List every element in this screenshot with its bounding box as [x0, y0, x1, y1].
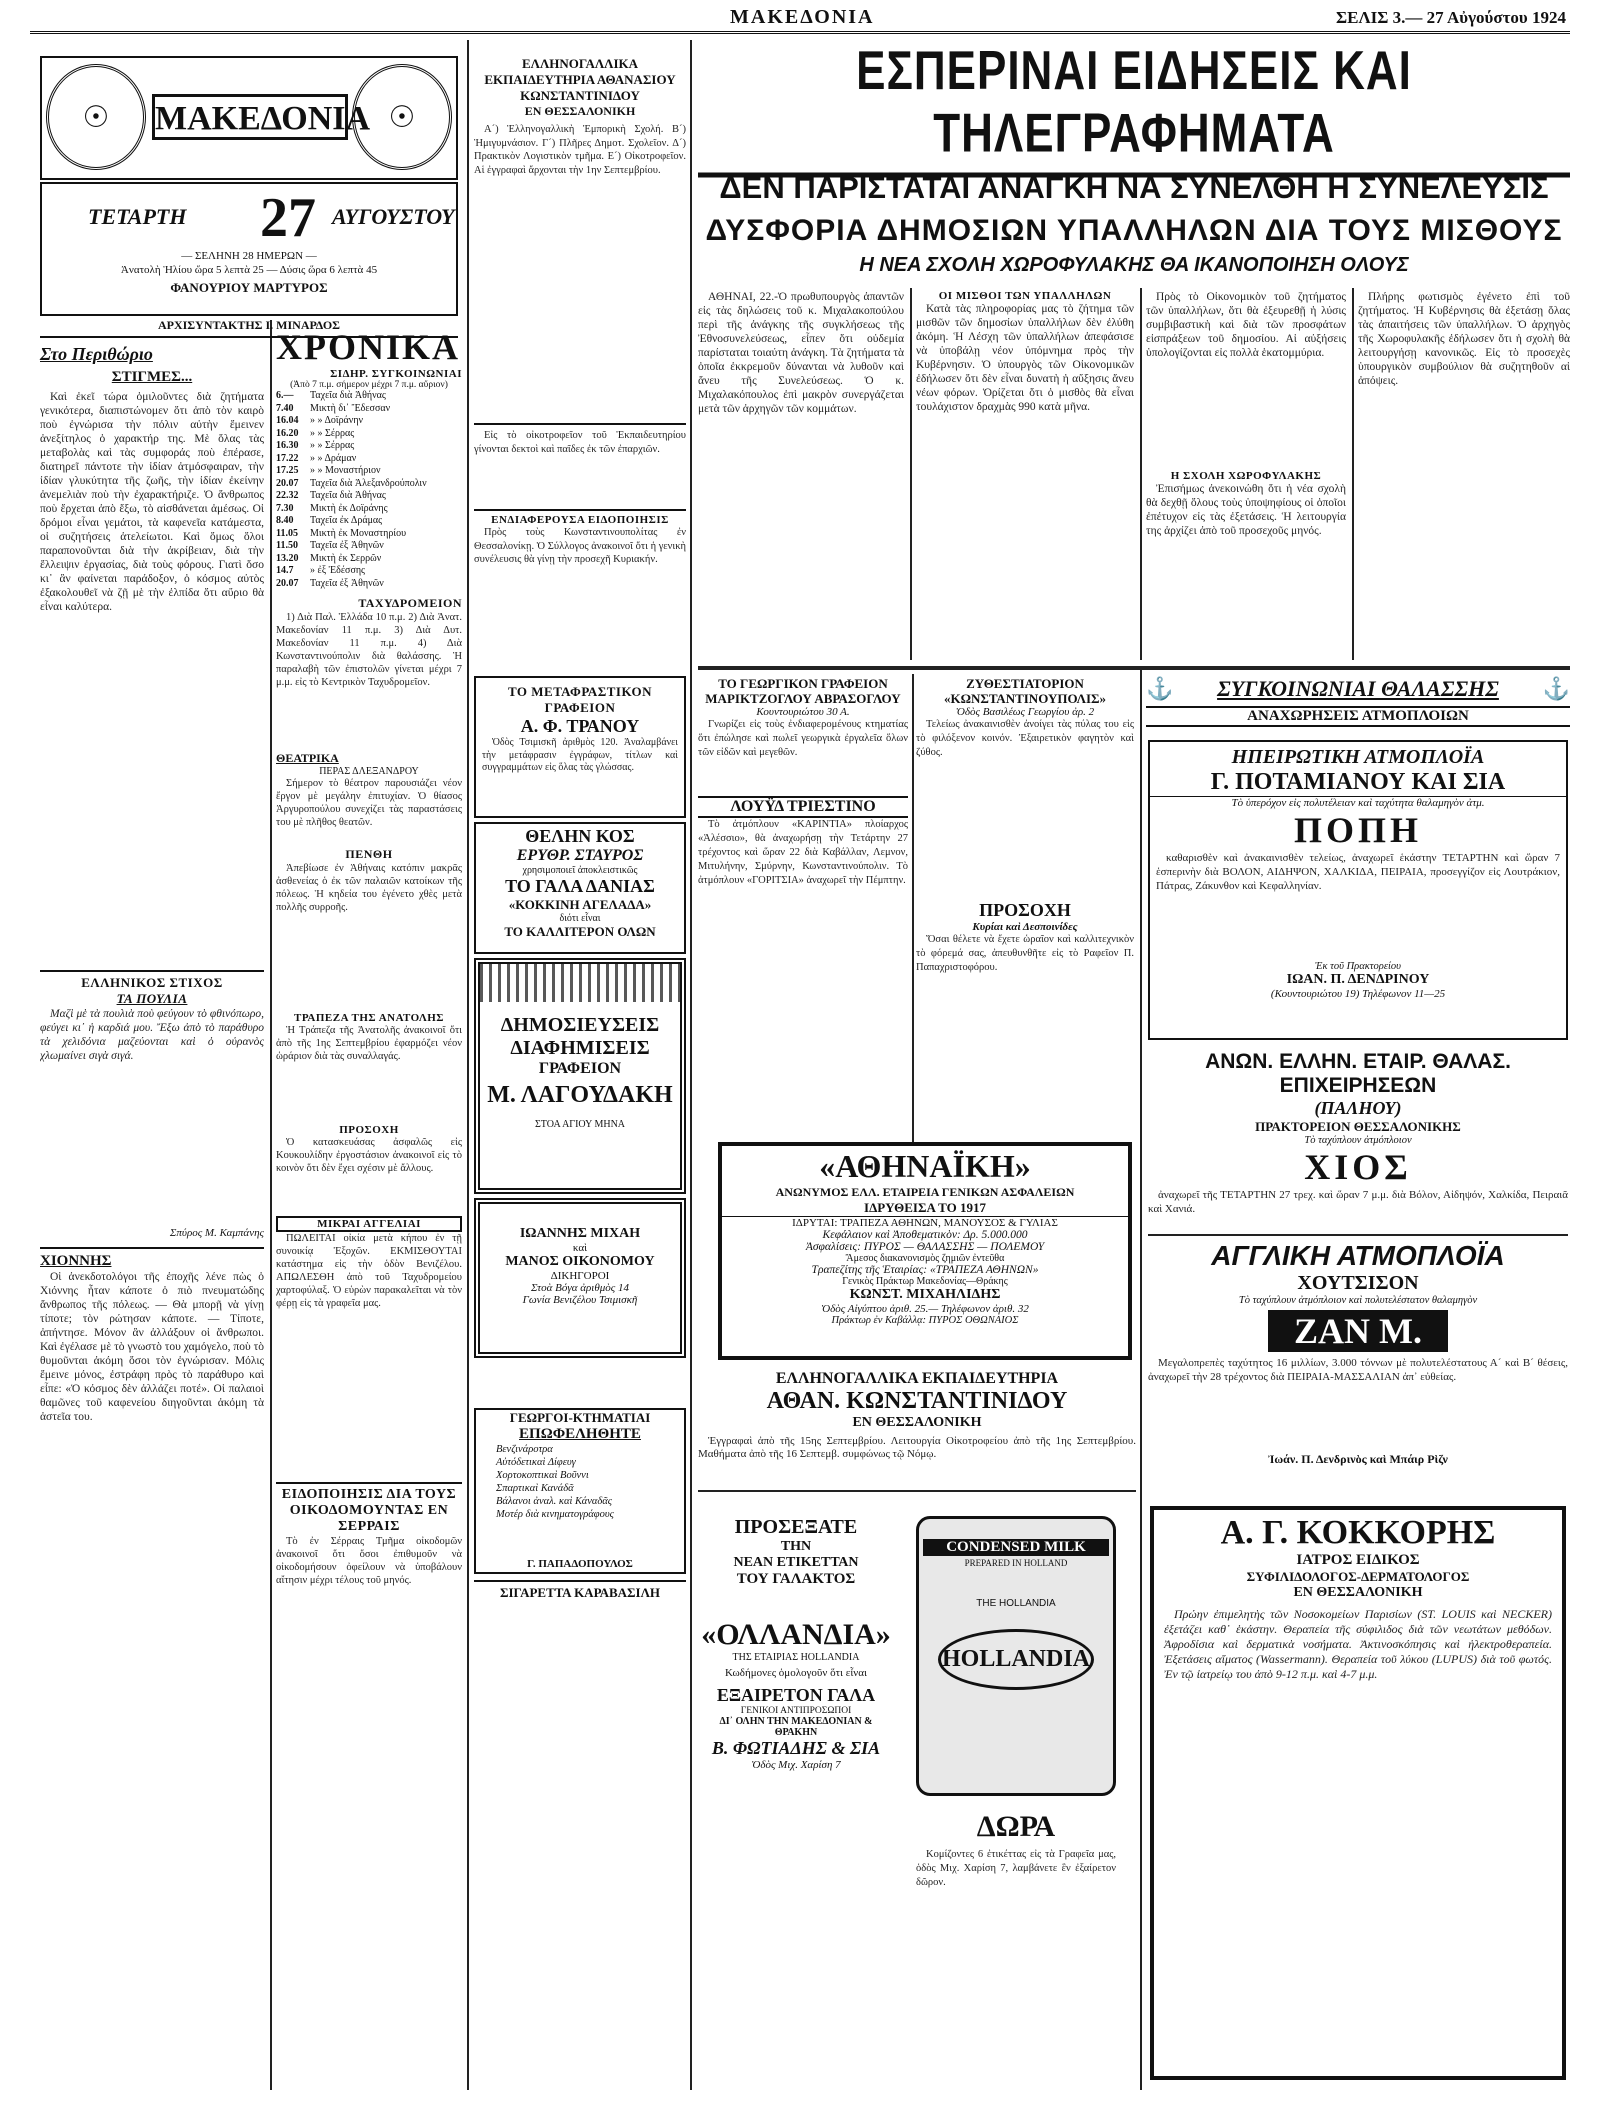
paleou-ad: [1148, 1050, 1568, 1228]
news-b-paragraph: Κατὰ τὰς πληροφορίας μας τὸ ζήτημα τῶν μισθῶν τῶν δημοσίων ὑπαλλήλων δὲν ἐλύθη ἀκόμη. Ἡ Λέσχη τῶν ὑπαλλήλων ἀπεφάσισε νὰ ὑποβάλῃ νέον ὑπόμνημα πρὸς τὴν Κυβέρνησιν. Ὁ ὑπουργὸς τῶν Οἰκονομικῶν ἐδήλωσεν ὅτι δὲν εἶναι δυνατὴ ἡ αὔξησις ἄνευ νέων φόρων. Ὁρίζεται ὅτι ὁ μισθὸς θὰ εἶναι τουλάχιστον δραχμὰς 990 κατὰ μῆνα.: [916, 303, 1134, 413]
train-row: [276, 515, 462, 528]
post-body: [276, 611, 462, 751]
farm-item: Σπαρτικαὶ Κανάδᾶ: [496, 1483, 574, 1494]
anchor-icon-right: ⚓: [1542, 676, 1570, 701]
doctor-ad: [1150, 1506, 1566, 2080]
eng-paragraph: Μεγαλοπρεπὲς ταχύτητος 16 μιλλίων, 3.000 τόννων μὲ πολυτελέστατους Α´ καὶ Β´ θέσεις, ἀναχωρεῖ τὴν 28 τρέχοντος διὰ ΠΕΙΡΑΙΑ-ΜΑΣΣΑΛΙΑΝ ἀπ᾿ εὐθείας.: [1148, 1357, 1568, 1383]
epi-body: [1150, 851, 1566, 961]
publ-line3: ΓΡΑΦΕΙΟΝ: [538, 1060, 622, 1077]
epi-addr: (Κουντουριώτου 19) Τηλέφωνον 11—25: [1270, 988, 1446, 1000]
ins-addr: Ὁδὸς Αἰγύπτου ἀριθ. 25.— Τηλέφωνον ἀριθ. 32: [821, 1303, 1029, 1315]
hollandia-l9: ΔΙ᾿ ΟΛΗΝ ΤΗΝ ΜΑΚΕΔΟΝΙΑΝ & ΘΡΑΚΗΝ: [719, 1716, 873, 1738]
train-desc: Μικτὴ ἐκ Μοναστηρίου: [310, 527, 407, 539]
rail-head: ΣΙΔΗΡ. ΣΥΓΚΟΙΝΩΝΙΑΙ: [330, 368, 462, 380]
g1-body: [698, 718, 908, 788]
restaurant-ad: [916, 676, 1134, 818]
ins-capital: Κεφάλαιον καὶ Ἀποθεματικὸν: Δρ. 5.000.000: [822, 1229, 1028, 1241]
redcross-line3: χρησιμοποιεῖ ἀποκλειστικῶς: [522, 865, 638, 876]
train-desc: » ἐξ Ἐδέσσης: [310, 565, 366, 576]
train-row: [276, 390, 462, 403]
news-c-head: Η ΣΧΟΛΗ ΧΩΡΟΦΥΛΑΚΗΣ: [1170, 470, 1322, 482]
news-lead-paragraph: ΑΘΗΝΑΙ, 22.-Ὁ πρωθυπουργὸς ἀπαντῶν εἰς τὰς δηλώσεις τοῦ κ. Μιχαλακοπούλου περὶ τῆς ἀνάγκης τῆς συγκλήσεως τῆς Ἐθνοσυνελεύσεως, εἶπεν ὅτι οὐδεμία παρίσταται τοιαύτη ἀνάγκη. Τὰ ζητήματα τὰ ὁποῖα ἐκκρεμοῦν δύνανται νὰ λυθοῦν καὶ ἄνευ τῆς Συνελεύσεως. Ὁ κ. Μιχαλακόπουλος ἐπὶ μακρὸν συνεργάζεται μετὰ τῶν ἀρχηγῶν τῶν κομμάτων.: [698, 291, 904, 415]
train-time: 7.30: [276, 502, 294, 514]
theatre-paragraph: Σήμερον τὸ θέατρον παρουσιάζει νέον ἔργον μὲ μεγάλην ἐπιτυχίαν. Ὁ θίασος Ἀργυροπούλου συνεχίζει τὰς παραστάσεις του μὲ πλῆθος θεατῶν.: [276, 778, 462, 828]
hollandia-agent: Β. ΦΩΤΙΑΔΗΣ & ΣΙΑ: [711, 1738, 881, 1758]
small-ads-paragraph: ΠΩΛΕΙΤΑΙ οἰκία μετὰ κήπου ἐν τῇ συνοικίᾳ Ἐξοχῶν. ΕΚΜΙΣΘΟΥΤΑΙ κατάστημα εἰς τὴν ὁδὸν Βενιζέλου. ΑΠΩΛΕΣΘΗ ἀπὸ τοῦ Ταχυδρομείου χαρτοφύλαξ. Ὁ εὑρὼν παρακαλεῖται νὰ τὸν φέρῃ εἰς τὰ γραφεῖα μας.: [276, 1233, 462, 1309]
geo-office-ad: [698, 676, 908, 788]
train-row: [276, 565, 462, 578]
g2-paragraph: Τελείως ἀνακαινισθὲν ἀνοίγει τὰς πύλας του εἰς τὸ φιλόξενον κοινόν. Ἐξαιρετικὸν φαγητὸν καὶ ζύθος.: [916, 719, 1134, 758]
header-paper-name: ΜΑΚΕΔΟΝΙΑ: [730, 6, 875, 28]
serres-paragraph: Τὸ ἐν Σέρραις Τμῆμα οἰκοδομῶν ἀνακοινοῖ ὅτι ὅσοι ἐπιθυμοῦν νὰ οἰκοδομήσουν ὀφείλουν νὰ ὑποβάλουν αἴτησιν μέχρι τέλους τοῦ μηνός.: [276, 1536, 462, 1586]
date-month: ΑΥΓΟΥΣΤΟΥ: [332, 204, 455, 229]
can-label4: THE HOLLANDIA: [976, 1598, 1056, 1609]
g2-title: ΖΥΘΕΣΤΙΑΤΟΡΙΟΝ «ΚΩΝΣΤΑΝΤΙΝΟΥΠΟΛΙΣ»: [943, 676, 1107, 706]
hollandia-l5: ΤΗΣ ΕΤΑΙΡΙΑΣ HOLLANDIA: [732, 1652, 860, 1663]
article-paragraph: Καὶ ἐκεῖ τώρα ὁμιλοῦντες διὰ ζητήματα γενικότερα, διαπιστώνομεν ὅτι ἀπὸ τὸν καιρὸ ποὺ ἐγνώρισα τὴν πόλιν αὐτὴν ἔμεινεν ἀνεξίτηλος ὁ χαρακτήρ της. Μὲ ὅλας τὰς μεταβολὰς καὶ τὰς συμφοράς ποὺ ἐπέρασε, διατηρεῖ πάντοτε τὴν ἰδίαν ἀτμόσφαιραν, τὴν ἰδίαν γλυκύτητα τῆς ζωῆς, τὴν ἰδίαν ἐκείνην ἀνεμελιὰν ποὺ τὴν ἐχαρακτήριζε. Ὁ ἄνθρωπος ποὺ ἔρχεται ἀπὸ ἔξω, τὸ αἰσθάνεται ἀμέσως. Οἱ δρόμοι εἶναι γεμάτοι, τὰ καφενεῖα κατάμεστα, οἱ συζητήσεις ἀτελείωτοι. Καὶ ὅμως ὅλοι παραπονοῦνται διὰ τὴν ἀκρίβειαν, διὰ τὴν ἔλλειψιν ἐργασίας, διὰ τοὺς φόρους. Γιατὶ ὅσο κι᾿ ἂν φαίνεται παράδοξον, ὁ κόσμος αὐτὸς ἐξακολουθεῖ νὰ ζῇ μὲ τὴν ἐλπίδα ὅτι αὔριο θὰ εἶναι καλύτερα.: [40, 391, 264, 613]
train-desc: Μικτὴ ἐκ Δοϊράνης: [310, 502, 388, 514]
g1-addr: Κουντουριώτου 30 Α.: [756, 706, 850, 718]
banner-main: ΕΣΠΕΡΙΝΑΙ ΕΙΔΗΣΕΙΣ ΚΑΙ ΤΗΛΕΓΡΑΦΗΜΑΤΑ: [698, 40, 1570, 178]
banner-sub3: Η ΝΕΑ ΣΧΟΛΗ ΧΩΡΟΦΥΛΑΚΗΣ ΘΑ ΙΚΑΝΟΠΟΙΗΣΗ ΟΛΟΥΣ: [859, 254, 1409, 276]
farm-item-list: [476, 1443, 684, 1521]
gift-head: ΔΩΡΑ: [976, 1810, 1056, 1843]
train-time: 16.04: [276, 415, 299, 426]
lawyer2-name: ΜΑΝΟΣ ΟΙΚΟΝΟΜΟΥ: [505, 1254, 655, 1269]
poem-title: ΤΑ ΠΟΥΛΙΑ: [116, 991, 188, 1006]
ins-claims: Ἄμεσος διακανονισμὸς ζημιῶν ἐντεῦθα: [845, 1253, 1005, 1264]
eng-company: ΧΟΥΤΣΙΣΟΝ: [1297, 1272, 1419, 1294]
milk-denmark-ad: [474, 822, 686, 954]
insurance-ad: [718, 1142, 1132, 1360]
school2-title2: ΑΘΑΝ. ΚΩΝΣΤΑΝΤΙΝΙΔΟΥ: [766, 1388, 1068, 1414]
news-col-a: [698, 290, 904, 660]
poem-author: Σπύρος Μ. Καμπάνης: [169, 1227, 264, 1239]
news-c-body: [1146, 290, 1346, 470]
translation-ad: [474, 676, 686, 818]
train-time: 13.20: [276, 552, 299, 564]
trieste-head: ΛΟΥΫΔ ΤΡΙΕΣΤΙΝΟ: [698, 796, 908, 818]
kicker: Στο Περιθώριο: [40, 344, 153, 364]
lawyer1-name: ΙΩΑΝΝΗΣ ΜΙΧΑΗ: [519, 1226, 641, 1241]
train-time: 11.05: [276, 527, 298, 539]
dress-ad: [916, 900, 1134, 1053]
hollandia-l6: Κωδήμονες ὁμολογοῦν ὅτι εἶναι: [725, 1667, 867, 1679]
news-col-b: [916, 290, 1134, 652]
hollandia-l3: ΝΕΑΝ ΕΤΙΚΕΤΤΑΝ: [733, 1555, 859, 1570]
farm-item: Αὐτόδετικαὶ Δίφευγ: [496, 1457, 576, 1468]
train-row: [276, 578, 462, 591]
hollandia-brand: «ΟΛΛΑΝΔΙΑ»: [701, 1618, 891, 1651]
farm-item: Μοτέρ διὰ κινηματογράφους: [496, 1509, 614, 1520]
school2-paragraph: Ἐγγραφαὶ ἀπὸ τῆς 15ης Σεπτεμβρίου. Λειτουργία Οἰκοτροφείου ἀπὸ τῆς 1ης Σεπτεμβρίου. Μαθήματα ἀπὸ τῆς 16 Σεπτεμβ. συμφώνως τῷ Νόμῳ.: [698, 1435, 1136, 1460]
train-time: 7.40: [276, 402, 294, 414]
prosoxh-paragraph: Ὅσαι θέλετε νὰ ἔχετε ὡραῖον καὶ καλλιτεχνικὸν τὸ φόρεμά σας, ἀπευθυνθῆτε εἰς τὸ Ραφεῖον Π. Παπαχριστοφόρου.: [916, 934, 1134, 973]
banner-sub2: ΔΥΣΦΟΡΙΑ ΔΗΜΟΣΙΩΝ ΥΠΑΛΛΗΛΩΝ ΔΙΑ ΤΟΥΣ ΜΙΣΘΟΥΣ: [705, 214, 1563, 247]
theatre-head: ΘΕΑΤΡΙΚΑ: [276, 751, 339, 765]
farm-item: Βάλανοι ἀναλ. καὶ Κάναδᾶς: [496, 1496, 613, 1507]
redcross-line1: ΘΕΛΗΝ ΚΟΣ: [525, 826, 635, 846]
sea-title: ΣΥΓΚΟΙΝΩΝΙΑΙ ΘΑΛΑΣΣΗΣ: [1217, 676, 1499, 701]
post-paragraph: 1) Διὰ Παλ. Ἑλλάδα 10 π.μ. 2) Διὰ Ἀνατ. Μακεδονίαν 11 π.μ. 3) Διὰ Δυτ. Μακεδονίαν 11 π.μ. 4) Διὰ Κωνσταντινούπολιν διὰ θαλάσσης. Ἡ παραλαβὴ τῶν ἐπιστολῶν γίνεται μέχρι 7 μ.μ. εἰς τὸ Κεντρικὸν Ταχυδρομεῖον.: [276, 612, 462, 688]
epi-paragraph: καθαρισθὲν καὶ ἀνακαινισθὲν τελείως, ἀναχωρεῖ ἑκάστην ΤΕΤΑΡΤΗΝ καὶ ὥραν 7 ἑσπερινὴν διὰ ΒΟΛΟΝ, ΑΙΔΗΨΟΝ, ΧΑΛΚΙΔΑ, ΠΕΙΡΑΙΑ, προσεγγίζον εἰς Λουτράκιον, Πάτρας, Ζάκυνθον καὶ Κεφαλληνίαν.: [1156, 852, 1560, 892]
milk-can-image: [916, 1516, 1116, 1796]
g2-body: [916, 718, 1134, 818]
news-c2-body: [1146, 482, 1346, 642]
poem-body: [40, 1007, 264, 1227]
eng-line: Τὸ ταχύπλουν ἀτμόπλοιον καὶ πολυτελέστατον θαλαμηγὸν: [1238, 1295, 1478, 1306]
transl-paragraph: Ὁδὸς Τσιμισκῆ ἀριθμὸς 120. Ἀναλαμβάνει τὴν μετάφρασιν ἐγγράφων, τίτλων καὶ συγγραμμάτων εἰς ὅλας τὰς γλώσσας.: [482, 737, 678, 773]
editor-line: ΑΡΧΙΣΥΝΤΑΚΤΗΣ Ι. ΜΙΝΑΡΔΟΣ: [40, 318, 458, 338]
train-row: [276, 528, 462, 541]
lawyer-and: καὶ: [572, 1242, 588, 1254]
interest-head: ΕΝΔΙΑΦΕΡΟΥΣΑ ΕΙΔΟΠΟΙΗΣΙΣ: [474, 509, 686, 526]
doc-body: [1154, 1601, 1562, 2033]
small-ads-head: ΜΙΚΡΑΙ ΑΓΓΕΛΙΑΙ: [276, 1216, 462, 1232]
masthead-box: [40, 56, 458, 180]
news-b-head: ΟΙ ΜΙΣΘΟΙ ΤΩΝ ΥΠΑΛΛΗΛΩΝ: [938, 290, 1112, 302]
section2-body: [40, 1270, 264, 1850]
article-body: [40, 390, 264, 970]
train-desc: » » Δράμαν: [310, 452, 357, 464]
train-desc: » » Σέρρας: [310, 440, 355, 451]
train-table: [276, 390, 462, 590]
date-box: [40, 182, 458, 316]
small-ads-body: [276, 1232, 462, 1482]
date-day: ΤΕΤΑΡΤΗ: [88, 204, 187, 229]
news-col-d: [1358, 290, 1570, 660]
news-col-c: [1146, 290, 1346, 642]
interest-paragraph: Πρὸς τοὺς Κωνσταντινουπολίτας ἐν Θεσσαλονίκῃ. Ὁ Σύλλογος ἀνακοινοῖ ὅτι ἡ γενικὴ συνέλευσις θὰ γίνῃ τὴν προσεχῆ Κυριακήν.: [474, 527, 686, 565]
section2-paragraph: Οἱ ἀνεκδοτολόγοι τῆς ἐποχῆς λένε πὼς ὁ Χιόννης ἦταν κάποτε ὁ πιὸ πνευματώδης ἄνθρωπος τῆς πόλεως. — Θὰ μπορῇ νὰ γίνῃ τίποτε; τὸν ρώτησαν κάποτε. — Τίποτε, ἀπήντησε. Μόνον ἂν ἀλλάξουν οἱ ἄνθρωποι. Καὶ ἐγέλασε μὲ τὸ γνωστὸ του χαμόγελο, ποὺ τὸ θυμοῦνται ἀκόμη ὅσοι τὸν ἐγνώρισαν. Μόλις ἔμεινε μόνος, ἐστράφη πρὸς τὸ παράθυρο καὶ εἶπε: «Ὁ κόσμος δὲν ἀλλάζει ποτέ». Οἱ παλαιοὶ θαμῶνες τοῦ καφενείου διηγοῦνται ἀκόμη τὰ ἀστεῖα του.: [40, 1271, 264, 1423]
lawyers-ad: [474, 1198, 686, 1358]
school2-city: ΕΝ ΘΕΣΣΑΛΟΝΙΚΗ: [852, 1415, 982, 1430]
train-row: [276, 403, 462, 416]
theatre-body: [276, 777, 462, 847]
gift-body: [916, 1848, 1116, 1948]
g1-paragraph: Γνωρίζει εἰς τοὺς ἐνδιαφερομένους κτηματίας ὅτι ἐπώλησε καὶ πωλεῖ γεωργικὰ ἐργαλεῖα ὅλων τῶν εἰδῶν καὶ μεγεθῶν.: [698, 719, 908, 758]
serres-body: [276, 1535, 462, 1755]
news-b-body: [916, 302, 1134, 652]
doc-spec: ΣΥΦΙΛΙΔΟΛΟΓΟΣ-ΔΕΡΜΑΤΟΛΟΓΟΣ: [1246, 1569, 1470, 1584]
train-desc: Ταχεῖα ἐξ Ἀθηνῶν: [310, 540, 384, 551]
pal-body: [1148, 1188, 1568, 1228]
notice-paragraph: Εἰς τὸ οἰκοτροφεῖον τοῦ Ἐκπαιδευτηρίου γίνονται δεκτοὶ καὶ παῖδες ἐκ τῶν ἐπαρχιῶν.: [474, 430, 686, 455]
epi-agent: ΙΩΑΝ. Π. ΔΕΝΔΡΙΝΟΥ: [1286, 972, 1430, 987]
epirus-line-ad: [1148, 740, 1568, 1040]
farmers-ad: [474, 1408, 686, 1574]
train-time: 17.25: [276, 465, 299, 476]
train-row: [276, 453, 462, 466]
ins-agent-role: Γενικὸς Πράκτωρ Μακεδονίας—Θράκης: [842, 1276, 1008, 1287]
train-row: [276, 553, 462, 566]
prosoch-head: ΠΡΟΣΟΧΗ: [339, 1124, 399, 1136]
hollandia-addr: Ὁδὸς Μιχ. Χαρίση 7: [751, 1759, 841, 1771]
bank-head: ΤΡΑΠΕΖΑ ΤΗΣ ΑΝΑΤΟΛΗΣ: [293, 1012, 444, 1024]
coin-emblem-left: ☉: [46, 64, 146, 170]
school-paragraph: Α´) Ἑλληνογαλλικὴ Ἐμπορικὴ Σχολή. Β´) Ἡμιγυμνάσιον. Γ´) Πλῆρες Δημοτ. Σχολεῖον. Δ´) Πρακτικὸν Λογιστικὸν τμῆμα. Ε´) Οἰκοτροφεῖον. Αἱ ἐγγραφαὶ ἄρχονται τὴν 1ην Σεπτεμβρίου.: [474, 124, 686, 176]
moon-line: — ΣΕΛΗΝΗ 28 ΗΜΕΡΩΝ —: [181, 250, 317, 262]
section2-head: ΧΙΟΝΝΗΣ: [40, 1247, 264, 1270]
epi-title: ΗΠΕΙΡΩΤΙΚΗ ΑΤΜΟΠΛΟΪΑ: [1231, 746, 1485, 768]
prosoch-body: [276, 1136, 462, 1216]
g2-addr: Ὁδὸς Βασιλέως Γεωργίου ἀρ. 2: [955, 706, 1095, 718]
saint-day: ΦΑΝΟΥΡΙΟΥ ΜΑΡΤΥΡΟΣ: [170, 280, 328, 295]
news-d-paragraph: Πλήρης φωτισμὸς ἐγένετο ἐπὶ τοῦ ζητήματος. Ἡ Κυβέρνησις θὰ ἐξετάσῃ ὅλας τὰς ἀπαιτήσεις τῶν ὑπαλλήλων. Ὁ ἀρχηγὸς τῆς Χωροφυλακῆς ἐδήλωσεν ὅτι ἡ σχολὴ θὰ λειτουργήσῃ κανονικῶς. Εἰς τὸ προσεχὲς ὑπουργικὸν συμβούλιον θὰ συζητηθοῦν αἱ ἀπόψεις.: [1358, 291, 1570, 387]
ins-year: ΙΔΡΥΘΕΙΣΑ ΤΟ 1917: [864, 1200, 986, 1215]
train-row: [276, 490, 462, 503]
train-time: 11.50: [276, 540, 298, 551]
train-desc: Μικτὴ δι᾿ Ἔδεσσαν: [310, 402, 391, 414]
doc-paragraph: Πρώην ἐπιμελητὴς τῶν Νοσοκομείων Παρισίων (ST. LOUIS καὶ NECKER) ἐξετάζει καθ᾿ ἑκάστην. Θεραπεία τῆς σύφιλιδος διὰ τῶν νεωτάτων μεθόδων. Ἀφροδίσια καὶ δερματικὰ νοσήματα. Ἀκτινοσκόπησις καὶ ἠλεκτροθεραπεία. Ἐξετάσεις αἵματος (Wassermann). Θεραπεία τοῦ λύκου (LUPUS) διὰ τοῦ φωτός. Ἐν τῷ ἰατρείῳ του ἀπὸ 9-12 π.μ. καὶ 4-7 μ.μ.: [1164, 1607, 1552, 1681]
hollandia-l2: ΤΗΝ: [780, 1539, 812, 1554]
publicity-ad: [474, 958, 686, 1194]
banner-sub1: ΔΕΝ ΠΑΡΙΣΤΑΤΑΙ ΑΝΑΓΚΗ ΝΑ ΣΥΝΕΛΘΗ Η ΣΥΝΕΛΕΥΣΙΣ: [719, 170, 1549, 205]
serres-head: ΕΙΔΟΠΟΙΗΣΙΣ ΔΙΑ ΤΟΥΣ ΟΙΚΟΔΟΜΟΥΝΤΑΣ ΕΝ ΣΕΡΡΑΙΣ: [276, 1482, 462, 1535]
hollandia-l8: ΓΕΝΙΚΟΙ ΑΝΤΙΠΡΟΣΩΠΟΙ: [740, 1706, 852, 1716]
milk-line1: ΤΟ ΓΑΛΑ ΔΑΝΙΑΣ: [505, 876, 655, 896]
ins-title: «ΑΘΗΝΑΪΚΗ»: [819, 1148, 1031, 1184]
train-time: 17.22: [276, 452, 299, 464]
hollandia-l1: ΠΡΟΣΕΞΑΤΕ: [734, 1516, 858, 1538]
pal-line: Τὸ ταχύπλουν ἀτμόπλοιον: [1304, 1135, 1412, 1146]
farm-head2: ΕΠΩΦΕΛΗΘΗΤΕ: [519, 1426, 641, 1442]
news-c2-paragraph: Ἐπισήμως ἀνεκοινώθη ὅτι ἡ νέα σχολὴ θὰ δεχθῇ ὅλους τοὺς ὑποψηφίους οἱ ὁποῖοι ἐπέτυχον εἰς τὰς ἐξετάσεις. Ἡ λειτουργία της ἀρχίζει ἀπὸ τοῦ προσεχοῦς μηνός.: [1146, 483, 1346, 537]
epi-agent-role: Ἐκ τοῦ Πρακτορείου: [1315, 961, 1401, 972]
farm-item: Βενζινάροτρα: [496, 1444, 553, 1455]
pal-ship: ΧΙΟΣ: [1304, 1147, 1412, 1187]
redcross-line2: ΕΡΥΘΡ. ΣΤΑΥΡΟΣ: [516, 847, 644, 864]
can-label3: HOLLANDIA: [938, 1629, 1094, 1690]
prosoxh-body: [916, 933, 1134, 1053]
coin-emblem-right: ☉: [352, 64, 452, 170]
publ-line4: Μ. ΛΑΓΟΥΔΑΚΗ: [487, 1082, 673, 1108]
prosoxh-sub: Κυρίαι καὶ Δεσποινίδες: [972, 921, 1078, 933]
school2-body: [698, 1435, 1136, 1495]
train-time: 20.07: [276, 477, 299, 489]
prosoxh-head: ΠΡΟΣΟΧΗ: [979, 900, 1071, 920]
ins-bank: Τραπεζίτης τῆς Ἑταιρίας: «ΤΡΑΠΕΖΑ ΑΘΗΝΩΝ»: [811, 1264, 1039, 1276]
train-desc: » » Δοϊράνην: [310, 415, 364, 426]
masthead-title: ΜΑΚΕΔΟΝΙΑ: [152, 94, 348, 140]
pal-agency: ΠΡΑΚΤΟΡΕΙΟΝ ΘΕΣΣΑΛΟΝΙΚΗΣ: [1255, 1119, 1461, 1134]
peoi-body: [276, 862, 462, 1012]
train-time: 6.—: [276, 390, 294, 401]
train-row: [276, 540, 462, 553]
poem-paragraph: Μαζὶ μὲ τὰ πουλιὰ ποὺ φεύγουν τὸ φθινόπωρο, φεύγει κι᾿ ἡ καρδιά μου. Ἔξω ἀπὸ τὸ παράθυρο τὰ χελιδόνια μαζεύονται καὶ ὁ οὐρανὸς χλωμαίνει σιγὰ σιγά.: [40, 1008, 264, 1062]
pal-sub: (ΠΑΛΗΟΥ): [1314, 1098, 1402, 1118]
train-time: 22.32: [276, 490, 299, 501]
epi-company: Γ. ΠΟΤΑΜΙΑΝΟΥ ΚΑΙ ΣΙΑ: [1210, 769, 1506, 795]
epi-line: Τὸ ὑπερόχον εἰς πολυτέλειαν καὶ ταχύτητα θαλαμηγὸν ἀτμ.: [1150, 796, 1566, 809]
train-desc: Ταχεῖα ἐξ Ἀθηνῶν: [310, 577, 384, 589]
school2-ad: [698, 1370, 1136, 1495]
news-c-paragraph: Πρὸς τὸ Οἰκονομικὸν τοῦ ζητήματος τῶν ὑπαλλήλων, ὅτι θὰ ἐξευρεθῇ ἡ λύσις συμβιβαστικὴ καὶ διὰ τῶν προσφάτων εἰσπράξεων τοῦ δημοσίου. Αἱ αὐξήσεις ὑπολογίζονται εἰς πολλὰ ἑκατομμύρια.: [1146, 291, 1346, 359]
train-desc: » » Μοναστήριον: [310, 465, 381, 476]
publ-line2: ΔΙΑΦΗΜΙΣΕΙΣ: [510, 1037, 650, 1059]
train-row: [276, 428, 462, 441]
eng-agent: Ἰωάν. Π. Δενδρινὸς καὶ Μπάιρ Ρὶζν: [1268, 1452, 1448, 1466]
hollandia-l7: ΕΞΑΙΡΕΤΟΝ ΓΑΛΑ: [716, 1685, 876, 1705]
epi-ship: ΠΟΠΗ: [1293, 810, 1422, 850]
train-desc: Ταχεῖα διὰ Ἀθήνας: [310, 490, 386, 501]
eng-body: [1148, 1356, 1568, 1452]
train-desc: » » Σέρρας: [310, 427, 355, 439]
train-time: 8.40: [276, 515, 294, 526]
bank-paragraph: Ἡ Τράπεζα τῆς Ἀνατολῆς ἀνακοινοῖ ὅτι ἀπὸ τῆς 1ης Σεπτεμβρίου ἐφαρμόζει νέον ὡράριον διὰ τὰς συναλλαγάς.: [276, 1025, 462, 1062]
col1-article-section: [40, 344, 264, 1850]
g1-title: ΤΟ ΓΕΩΡΓΙΚΟΝ ΓΡΑΦΕΙΟΝ ΜΑΡΙΚΤΖΟΓΛΟΥ ΑΒΡΑΣΟΓΛΟΥ: [705, 676, 901, 706]
ins-kavala: Πράκτωρ ἐν Καβάλλᾳ: ΠΥΡΟΣ ΟΘΩΝΑΙΟΣ: [831, 1315, 1019, 1326]
hollandia-l4: ΤΟΥ ΓΑΛΑΚΤΟΣ: [736, 1571, 856, 1587]
doc-role: ΙΑΤΡΟΣ ΕΙΔΙΚΟΣ: [1296, 1552, 1420, 1568]
hollandia-ad: [698, 1496, 1136, 2090]
train-row: [276, 503, 462, 516]
sun-line: Ἀνατολὴ Ἡλίου ὥρα 5 λεπτὰ 25 — Δύσις ὥρα 6 λεπτὰ 45: [120, 264, 378, 276]
doc-city: ΕΝ ΘΕΣΣΑΛΟΝΙΚΗ: [1293, 1585, 1423, 1600]
notice-body: [474, 423, 686, 509]
transl-title: ΤΟ ΜΕΤΑΦΡΑΣΤΙΚΟΝ ΓΡΑΦΕΙΟΝ: [507, 684, 653, 715]
train-time: 20.07: [276, 577, 299, 589]
interest-body: [474, 526, 686, 626]
rail-note: (Ἀπὸ 7 π.μ. σήμερον μέχρι 7 π.μ. αὔριον): [290, 380, 448, 390]
train-row: [276, 478, 462, 491]
lawyer-addr1: Στοὰ Βόγα ἀριθμὸς 14: [531, 1282, 629, 1294]
school-title: ΕΛΛΗΝΟΓΑΛΛΙΚΑ ΕΚΠΑΙΔΕΥΤΗΡΙΑ ΑΘΑΝΑΣΙΟΥ ΚΩΝΣΤΑΝΤΙΝΙΔΟΥ: [484, 56, 676, 103]
milk-line2: «ΚΟΚΚΙΝΗ ΑΓΕΛΑΔΑ»: [508, 897, 652, 912]
eng-ship: ΖΑΝ Μ.: [1268, 1310, 1448, 1352]
train-desc: Μικτὴ ἐκ Σερρῶν: [310, 552, 382, 564]
school-body: [474, 123, 686, 423]
theatre-sub: ΠΕΡΑΣ ΔΛΕΞΑΝΔΡΟΥ: [319, 766, 419, 777]
banner: [698, 40, 1570, 280]
poem-section-head: ΕΛΛΗΝΙΚΟΣ ΣΤΙΧΟΣ: [40, 970, 264, 991]
milk-line4: ΤΟ ΚΑΛΛΙΤΕΡΟΝ ΟΛΩΝ: [504, 924, 656, 939]
sea-sub: ΑΝΑΧΩΡΗΣΕΙΣ ΑΤΜΟΠΛΟΙΩΝ: [1146, 706, 1570, 727]
farm-footer: Γ. ΠΑΠΑΔΟΠΟΥΛΟΣ: [527, 1558, 633, 1570]
train-time: 14.7: [276, 565, 294, 576]
doc-name: Α. Γ. ΚΟΚΚΟΡΗΣ: [1220, 1514, 1496, 1551]
pal-title: ΑΝΩΝ. ΕΛΛΗΝ. ΕΤΑΙΡ. ΘΑΛΑΣ. ΕΠΙΧΕΙΡΗΣΕΩΝ: [1205, 1050, 1511, 1097]
lawyer-role: ΔΙΚΗΓΟΡΟΙ: [550, 1270, 610, 1282]
milk-line3: διότι εἶναι: [559, 913, 601, 924]
hollandia-text: [698, 1496, 894, 1771]
train-time: 16.20: [276, 427, 299, 439]
col2: [276, 326, 462, 1755]
train-desc: Ταχεῖα διὰ Ἀλεξανδρούπολιν: [310, 477, 427, 489]
art-deco-border: [480, 964, 680, 1002]
train-row: [276, 465, 462, 478]
eng-title: ΑΓΓΛΙΚΗ ΑΤΜΟΠΛΟΪΑ: [1211, 1240, 1505, 1271]
cigarette-ad: ΣΙΓΑΡΕΤΤΑ ΚΑΡΑΒΑΣΙΛΗ: [474, 1580, 686, 1601]
peoi-head: ΠΕΝΘΗ: [345, 847, 393, 861]
date-number: 27: [260, 187, 316, 249]
transl-body: [476, 737, 684, 807]
train-row: [276, 415, 462, 428]
farm-item: Χορτοκοπτικαὶ Βοῦννι: [496, 1470, 589, 1481]
gift-paragraph: Κομίζοντες 6 ἐτικέττας εἰς τὰ Γραφεῖα μας, ὁδὸς Μιχ. Χαρίση 7, λαμβάνετε ἓν ἐξαίρετον δῶρον.: [916, 1849, 1116, 1888]
col3: [474, 56, 686, 626]
prosoch-paragraph: Ὁ κατασκευάσας ἀσφαλῶς εἰς Κουκουλίδην ἐργοστάσιον ἀνακοινοῖ εἰς τὸ κοινὸν ὅτι δὲν ἔχει σχέσιν μὲ ἄλλους.: [276, 1137, 462, 1174]
sea-title-row: [1146, 676, 1570, 702]
sea-section: [1146, 676, 1570, 727]
peoi-paragraph: Ἀπεβίωσε ἐν Ἀθήναις κατόπιν μακρᾶς ἀσθενείας ὁ ἐκ τῶν παλαιῶν κατοίκων τῆς πόλεως. Ἡ κηδεία του ἐγένετο χθὲς μετὰ πολλῆς συρροῆς.: [276, 863, 462, 913]
train-row: [276, 440, 462, 453]
ins-types: Ἀσφαλίσεις: ΠΥΡΟΣ — ΘΑΛΑΣΣΗΣ — ΠΟΛΕΜΟΥ: [805, 1241, 1045, 1253]
school2-title1: ΕΛΛΗΝΟΓΑΛΛΙΚΑ ΕΚΠΑΙΔΕΥΤΗΡΙΑ: [775, 1370, 1059, 1387]
post-head: ΤΑΧΥΔΡΟΜΕΙΟΝ: [358, 596, 462, 610]
header-page-info: ΣΕΛΙΣ 3.— 27 Αὐγούστου 1924: [1336, 8, 1566, 27]
can-label2: PREPARED IN HOLLAND: [964, 1558, 1068, 1568]
publ-line1: ΔΗΜΟΣΙΕΥΣΕΙΣ: [500, 1014, 660, 1036]
ins-agent: ΚΩΝΣΤ. ΜΙΧΑΗΛΙΔΗΣ: [849, 1287, 1001, 1302]
chronika-title: ΧΡΟΝΙΚΑ: [276, 327, 460, 367]
ins-founders: ΙΔΡΥΤΑΙ: ΤΡΑΠΕΖΑ ΑΘΗΝΩΝ, ΜΑΝΟΥΣΟΣ & ΓΥΛΙΑΣ: [722, 1216, 1128, 1229]
trieste-body: [698, 818, 908, 1028]
trieste-paragraph: Τὸ ἀτμόπλουν «ΚΑΡΙΝΤΙΑ» πλοίαρχος «Ἀλέσσιο», θὰ ἀναχωρήσῃ τὴν Τετάρτην 27 τρέχοντος καὶ ὥραν 22 διὰ Καβάλλαν, Λεμνον, Μιτυλήνην, Σμύρνην, Κωνσταντινούπολιν. Τὸ ἀτμόπλουν «ΓΟΡΙΤΣΙΑ» ἀναχωρεῖ τὴν Πέμπτην.: [698, 819, 908, 886]
article-subhead: ΣΤΙΓΜΕΣ...: [111, 369, 193, 385]
train-desc: Ταχεῖα διὰ Ἀθήνας: [310, 390, 386, 401]
ins-sub: ΑΝΩΝΥΜΟΣ ΕΛΛ. ΕΤΑΙΡΕΙΑ ΓΕΝΙΚΩΝ ΑΣΦΑΛΕΙΩΝ: [775, 1185, 1075, 1199]
anchor-icon-left: ⚓: [1146, 676, 1174, 701]
can-label1: CONDENSED MILK: [923, 1539, 1109, 1556]
english-line-ad: [1148, 1240, 1568, 1467]
train-desc: Ταχεῖα ἐκ Δράμας: [310, 515, 383, 526]
school-city: ΕΝ ΘΕΣΣΑΛΟΝΙΚΗ: [524, 104, 636, 118]
page-header: [30, 4, 1570, 34]
transl-name: Α. Φ. ΤΡΑΝΟΥ: [520, 716, 640, 736]
pal-paragraph: ἀναχωρεῖ τῆς ΤΕΤΑΡΤΗΝ 27 τρεχ. καὶ ὥραν 7 μ.μ. διὰ Βόλον, Αἰδηψόν, Χαλκίδα, Πειραιᾶ καὶ Χανιά.: [1148, 1189, 1568, 1215]
farm-head1: ΓΕΩΡΓΟΙ-ΚΤΗΜΑΤΙΑΙ: [509, 1410, 651, 1425]
train-time: 16.30: [276, 440, 299, 451]
lawyer-addr2: Γωνία Βενιζέλου Τσιμισκῆ: [522, 1294, 638, 1306]
publ-line5: ΣΤΟΑ ΑΓΙΟΥ ΜΗΝΑ: [534, 1119, 626, 1130]
bank-body: [276, 1024, 462, 1124]
trieste-ad: [698, 796, 908, 1028]
